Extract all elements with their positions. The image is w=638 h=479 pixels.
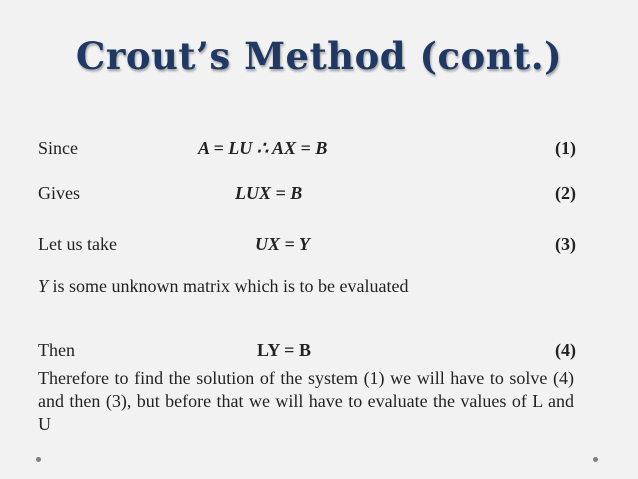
row-label: Since [38, 138, 78, 158]
row-label: Let us take [38, 234, 117, 254]
equation: A = LU ∴ AX = B [198, 138, 328, 158]
equation-row-3 [0, 234, 638, 260]
equation: UX = Y [255, 234, 310, 254]
bullet-dot-right [593, 457, 598, 462]
row-label: Then [38, 340, 75, 360]
equation-number: (2) [555, 183, 576, 203]
equation-number: (3) [555, 234, 576, 254]
unknown-matrix-note [38, 276, 408, 297]
equation-row-1 [0, 138, 638, 164]
equation: LUX = B [235, 183, 303, 203]
explanation-paragraph: Therefore to find the solution of the system (1) we will have to solve (4) and then (3), but before that we will have to evaluate the values of L and U [38, 368, 574, 434]
note-variable: Y [38, 276, 49, 296]
note-text: is some unknown matrix which is to be evaluated [48, 276, 409, 296]
equation: LY = B [257, 340, 311, 360]
equation-row-4 [0, 340, 638, 366]
equation-number: (1) [555, 138, 576, 158]
equation-number: (4) [555, 340, 576, 360]
slide-title: Crout’s Method (cont.) [75, 34, 563, 78]
bullet-dot-left [36, 457, 41, 462]
row-label: Gives [38, 183, 80, 203]
equation-row-2 [0, 183, 638, 209]
